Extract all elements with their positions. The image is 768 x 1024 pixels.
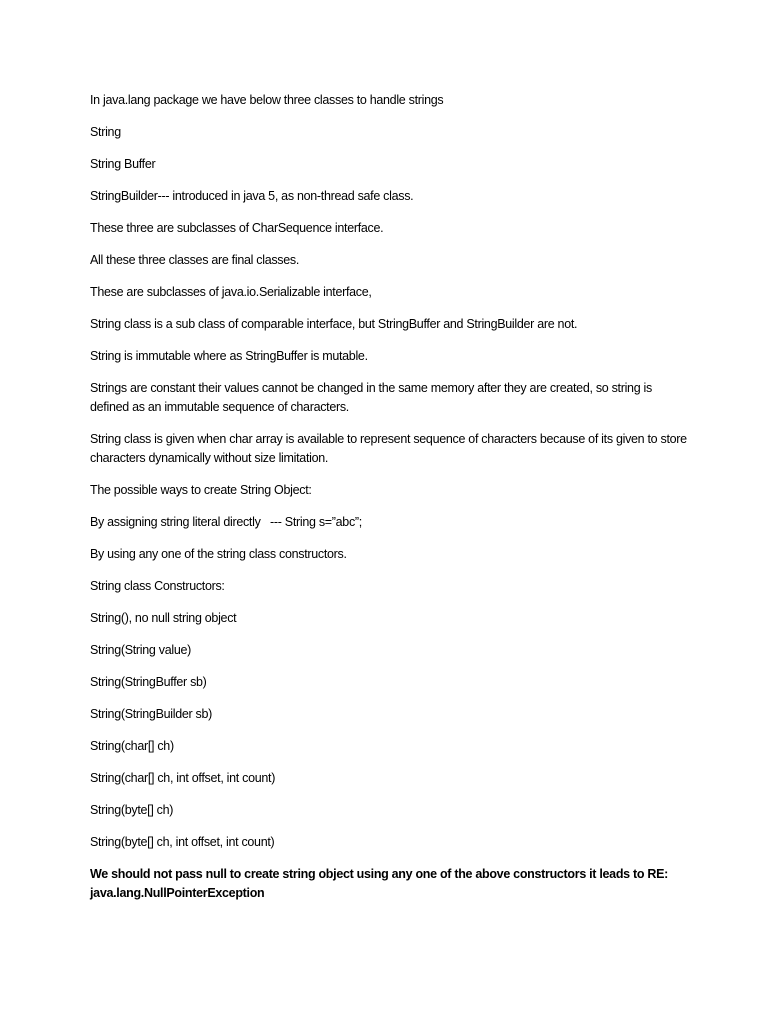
constructor-string-value: String(String value) bbox=[90, 643, 191, 657]
paragraph-string: String bbox=[90, 125, 121, 139]
paragraph-intro: In java.lang package we have below three classes to handle strings bbox=[90, 93, 444, 107]
constructor-byte-array: String(byte[] ch) bbox=[90, 803, 174, 817]
constructor-char-array-offset: String(char[] ch, int offset, int count) bbox=[90, 771, 276, 785]
paragraph-comparable: String class is a sub class of comparable interface, but StringBuffer and StringBuilder are not. bbox=[90, 317, 578, 331]
document-body bbox=[90, 91, 690, 916]
constructor-empty: String(), no null string object bbox=[90, 611, 237, 625]
paragraph-constructors-heading: String class Constructors: bbox=[90, 579, 225, 593]
constructor-stringbuffer: String(StringBuffer sb) bbox=[90, 675, 207, 689]
paragraph-char-array: String class is given when char array is available to represent sequence of characters because of its given to store characters dynamically without size limitation. bbox=[90, 432, 687, 465]
paragraph-string-builder: StringBuilder--- introduced in java 5, as non-thread safe class. bbox=[90, 189, 414, 203]
paragraph-charsequence: These three are subclasses of CharSequence interface. bbox=[90, 221, 384, 235]
paragraph-string-buffer: String Buffer bbox=[90, 157, 156, 171]
paragraph-constructors-usage: By using any one of the string class constructors. bbox=[90, 547, 347, 561]
paragraph-constant-values: Strings are constant their values cannot be changed in the same memory after they are created, so string is defined as an immutable sequence of characters. bbox=[90, 381, 652, 414]
paragraph-null-pointer-warning: We should not pass null to create string object using any one of the above constructors it leads to RE: java.lang.NullPointerException bbox=[90, 867, 668, 900]
paragraph-serializable: These are subclasses of java.io.Serializable interface, bbox=[90, 285, 372, 299]
paragraph-immutable: String is immutable where as StringBuffer is mutable. bbox=[90, 349, 368, 363]
constructor-stringbuilder: String(StringBuilder sb) bbox=[90, 707, 213, 721]
paragraph-possible-ways: The possible ways to create String Object: bbox=[90, 483, 312, 497]
constructor-byte-array-offset: String(byte[] ch, int offset, int count) bbox=[90, 835, 275, 849]
paragraph-final-classes: All these three classes are final classes. bbox=[90, 253, 300, 267]
constructor-char-array: String(char[] ch) bbox=[90, 739, 174, 753]
paragraph-string-literal: By assigning string literal directly --- String s=”abc”; bbox=[90, 515, 362, 529]
